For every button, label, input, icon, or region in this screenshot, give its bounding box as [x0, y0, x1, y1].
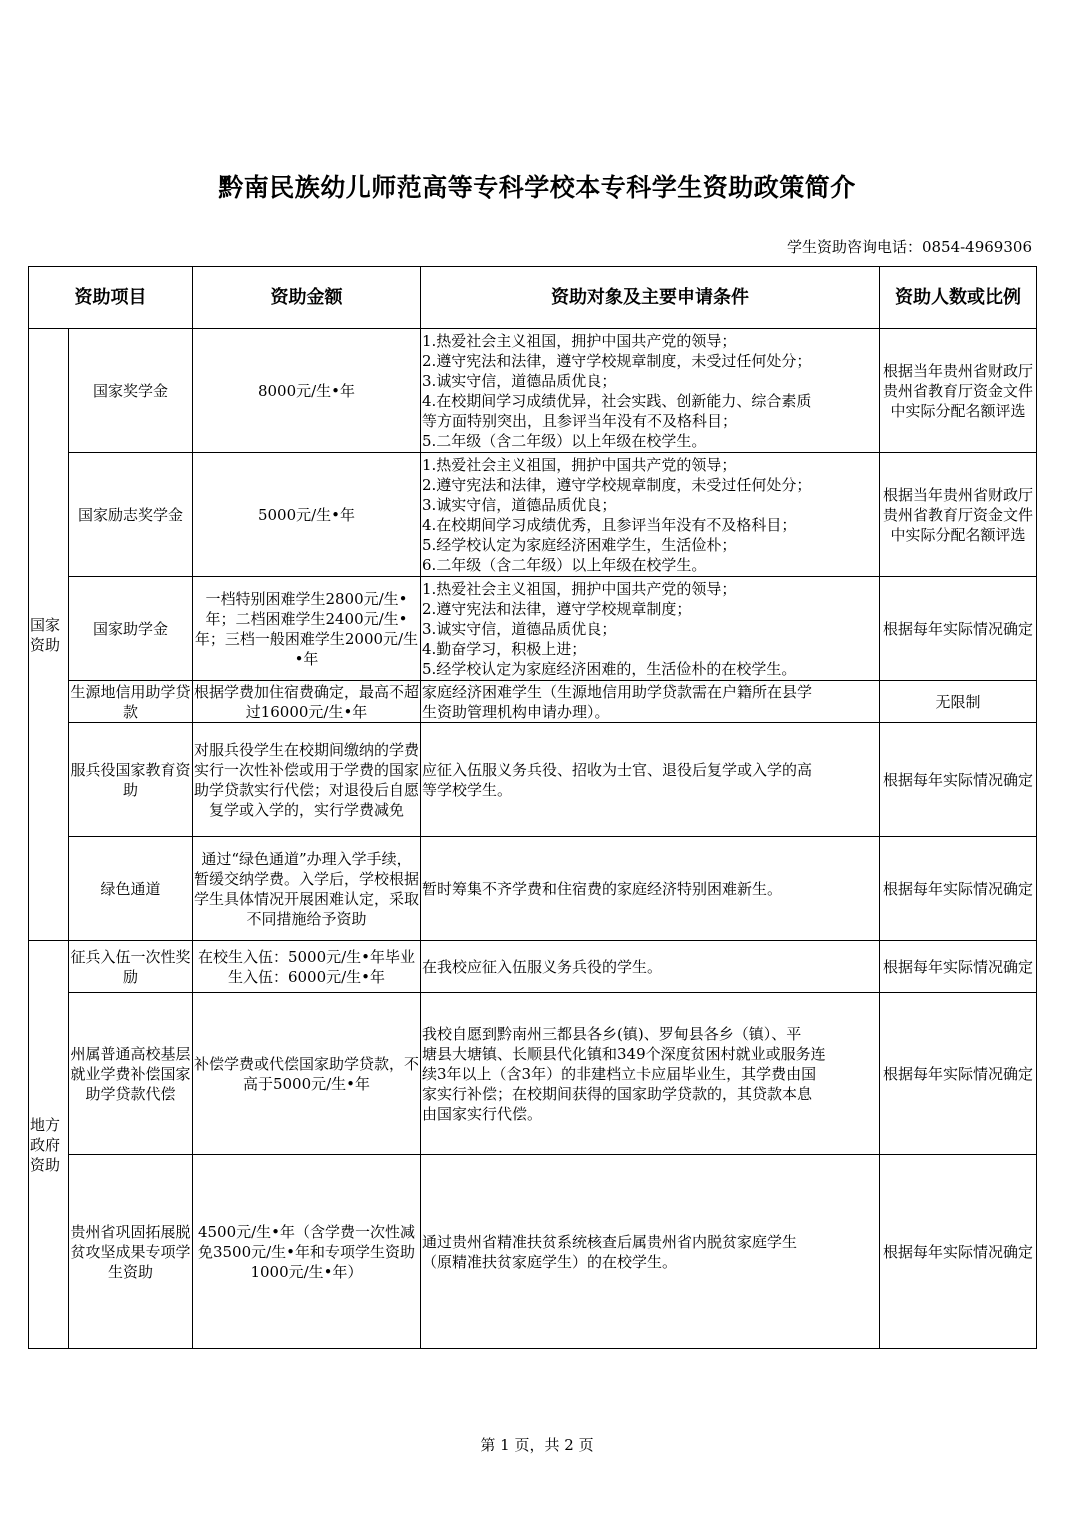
condition-line: （原精准扶贫家庭学生）的在校学生。 [422, 1252, 678, 1271]
table-row [29, 329, 1037, 453]
condition-line: 家庭经济困难学生（生源地信用助学贷款需在户籍所在县学 [422, 682, 813, 701]
table-row [29, 681, 1037, 723]
table-row [29, 723, 1037, 837]
condition-line: 等学校学生。 [422, 780, 513, 799]
condition-line: 5.二年级（含二年级）以上年级在校学生。 [422, 431, 707, 450]
condition-line: 5.经学校认定为家庭经济困难的，生活俭朴的在校学生。 [422, 659, 797, 678]
item-amount: 通过“绿色通道”办理入学手续，暂缓交纳学费。入学后，学校根据学生具体情况开展困难认定，采取不同措施给予资助 [193, 837, 421, 941]
condition-line: 通过贵州省精准扶贫系统核查后属贵州省内脱贫家庭学生 [422, 1232, 798, 1251]
item-name: 国家奖学金 [69, 329, 193, 453]
item-conditions [421, 453, 880, 577]
item-conditions [421, 723, 880, 837]
item-conditions [421, 1155, 880, 1349]
condition-line: 4.在校期间学习成绩优异，社会实践、创新能力、综合素质 [422, 391, 812, 410]
hotline-text: 学生资助咨询电话：0854-4969306 [786, 238, 1032, 256]
item-quota: 根据每年实际情况确定 [880, 993, 1037, 1155]
item-amount: 补偿学费或代偿国家助学贷款，不高于5000元/生•年 [193, 993, 421, 1155]
condition-line: 1.热爱社会主义祖国，拥护中国共产党的领导； [422, 579, 737, 598]
item-quota: 根据每年实际情况确定 [880, 941, 1037, 993]
item-name: 绿色通道 [69, 837, 193, 941]
item-conditions [421, 329, 880, 453]
item-name: 征兵入伍一次性奖励 [69, 941, 193, 993]
condition-line: 3.诚实守信，道德品质优良； [422, 371, 617, 390]
header-quota: 资助人数或比例 [880, 267, 1037, 329]
group-national [29, 329, 69, 941]
condition-line: 4.勤奋学习，积极上进； [422, 639, 587, 658]
item-conditions [421, 681, 880, 723]
item-amount: 5000元/生•年 [193, 453, 421, 577]
condition-line: 生资助管理机构申请办理）。 [422, 702, 610, 721]
condition-line: 在我校应征入伍服义务兵役的学生。 [422, 957, 663, 976]
item-quota: 根据每年实际情况确定 [880, 723, 1037, 837]
item-name: 服兵役国家教育资助 [69, 723, 193, 837]
table-row [29, 577, 1037, 681]
item-amount: 在校生入伍：5000元/生•年毕业生入伍：6000元/生•年 [193, 941, 421, 993]
group-local [29, 941, 69, 1349]
table-row [29, 1155, 1037, 1349]
header-conditions: 资助对象及主要申请条件 [421, 267, 880, 329]
condition-line: 应征入伍服义务兵役、招收为士官、退役后复学或入学的高 [422, 760, 813, 779]
item-amount: 根据学费加住宿费确定，最高不超过16000元/生•年 [194, 682, 420, 721]
condition-line: 3.诚实守信，道德品质优良； [422, 495, 617, 514]
item-quota: 无限制 [880, 681, 1037, 723]
condition-line: 1.热爱社会主义祖国，拥护中国共产党的领导； [422, 331, 737, 350]
item-conditions [421, 993, 880, 1155]
table-row [29, 993, 1037, 1155]
item-conditions [421, 577, 880, 681]
item-conditions [421, 941, 880, 993]
item-quota: 根据每年实际情况确定 [880, 1155, 1037, 1349]
condition-line: 等方面特别突出，且参评当年没有不及格科目； [422, 411, 738, 430]
condition-line: 续3年以上（含3年）的非建档立卡应届毕业生，其学费由国 [422, 1064, 817, 1083]
condition-line: 1.热爱社会主义祖国，拥护中国共产党的领导； [422, 455, 737, 474]
condition-line: 家实行补偿；在校期间获得的国家助学贷款的，其贷款本息 [422, 1084, 813, 1103]
page-title: 黔南民族幼儿师范高等专科学校本专科学生资助政策简介 [218, 173, 856, 202]
condition-line: 由国家实行代偿。 [422, 1104, 543, 1123]
item-amount: 对服兵役学生在校期间缴纳的学费实行一次性补偿或用于学费的国家助学贷款实行代偿；对退役后自愿复学或入学的，实行学费减免 [193, 723, 421, 837]
condition-line: 5.经学校认定为家庭经济困难学生，生活俭朴； [422, 535, 737, 554]
item-name: 州属普通高校基层就业学费补偿国家助学贷款代偿 [69, 993, 193, 1155]
condition-line: 4.在校期间学习成绩优秀，且参评当年没有不及格科目； [422, 515, 797, 534]
group-national-label: 国家资助 [30, 615, 61, 654]
condition-line: 3.诚实守信，道德品质优良； [422, 619, 617, 638]
condition-line: 塘县大塘镇、长顺县代化镇和349个深度贫困村就业或服务连 [422, 1044, 826, 1063]
item-name: 国家励志奖学金 [69, 453, 193, 577]
item-amount: 一档特别困难学生2800元/生•年；二档困难学生2400元/生•年；三档一般困难学生2000元/生•年 [193, 577, 421, 681]
condition-line: 我校自愿到黔南州三都县各乡(镇)、罗甸县各乡（镇）、平 [422, 1024, 802, 1043]
condition-line: 2.遵守宪法和法律，遵守学校规章制度，未受过任何处分； [422, 475, 812, 494]
item-quota: 根据当年贵州省财政厅 贵州省教育厅资金文件中实际分配名额评选 [880, 453, 1037, 577]
item-quota: 根据每年实际情况确定 [880, 577, 1037, 681]
table-row [29, 453, 1037, 577]
item-conditions [421, 837, 880, 941]
item-quota: 根据当年贵州省财政厅 贵州省教育厅资金文件中实际分配名额评选 [880, 329, 1037, 453]
page-indicator: 第 1 页，共 2 页 [480, 1436, 594, 1454]
header-amount: 资助金额 [193, 267, 421, 329]
item-amount: 4500元/生•年（含学费一次性减免3500元/生•年和专项学生资助1000元/生•年） [193, 1155, 421, 1349]
policy-table [28, 266, 1037, 1349]
item-name: 国家助学金 [69, 577, 193, 681]
condition-line: 暂时筹集不齐学费和住宿费的家庭经济特别困难新生。 [422, 879, 783, 898]
condition-line: 2.遵守宪法和法律，遵守学校规章制度； [422, 599, 692, 618]
header-row [29, 267, 1037, 329]
item-quota: 根据每年实际情况确定 [880, 837, 1037, 941]
table-row [29, 941, 1037, 993]
table-row [29, 837, 1037, 941]
page-footer [0, 1434, 1074, 1455]
header-project: 资助项目 [29, 267, 193, 329]
item-amount: 8000元/生•年 [193, 329, 421, 453]
item-name: 贵州省巩固拓展脱贫攻坚成果专项学生资助 [69, 1155, 193, 1349]
group-local-label: 地方政府资助 [30, 1115, 61, 1174]
item-name: 生源地信用助学贷款 [70, 682, 191, 721]
condition-line: 6.二年级（含二年级）以上年级在校学生。 [422, 555, 707, 574]
condition-line: 2.遵守宪法和法律，遵守学校规章制度，未受过任何处分； [422, 351, 812, 370]
